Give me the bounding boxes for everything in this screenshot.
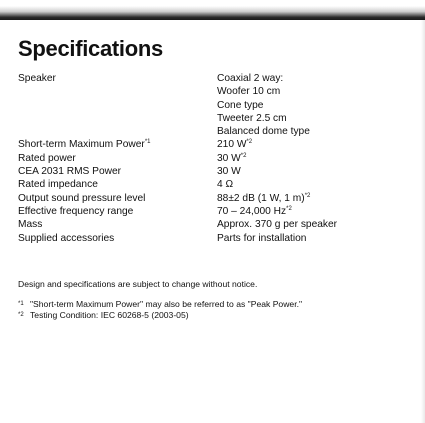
- spec-value-text: 70 – 24,000 Hz: [217, 205, 287, 217]
- spec-row-output-spl: [18, 192, 418, 205]
- spec-value-text: 30 W: [217, 152, 241, 164]
- footnote-ref: *2: [240, 152, 247, 159]
- header-rule: [0, 6, 425, 20]
- spec-value: [217, 138, 418, 151]
- spec-value-line: Woofer 10 cm: [217, 86, 281, 98]
- spec-value-line: Tweeter 2.5 cm: [217, 112, 287, 124]
- page-edge-shadow: [421, 20, 425, 423]
- footnote-text: Testing Condition: IEC 60268-5 (2003-05): [30, 310, 189, 320]
- spec-label: [18, 138, 217, 151]
- notes-section: [18, 279, 418, 321]
- footnote-text: "Short-term Maximum Power" may also be referred to as "Peak Power.": [30, 299, 303, 309]
- spec-label: Output sound pressure level: [18, 192, 146, 204]
- spec-value-line: Cone type: [217, 99, 264, 111]
- spec-row-rated-power: [18, 152, 418, 165]
- footnote-ref: *1: [144, 139, 151, 146]
- spec-value: [217, 192, 418, 205]
- spec-label-text: Short-term Maximum Power: [18, 139, 145, 151]
- spec-row-frequency-range: [18, 205, 418, 218]
- footnote-1: [18, 299, 418, 310]
- spec-label: CEA 2031 RMS Power: [18, 166, 122, 178]
- footnote-2: [18, 310, 418, 321]
- spec-value: 4 Ω: [217, 179, 234, 191]
- spec-value: [217, 72, 418, 138]
- spec-label: Supplied accessories: [18, 232, 115, 244]
- spec-row-mass: [18, 218, 418, 231]
- footnote-ref: *2: [246, 139, 253, 146]
- footnote-mark: *1: [18, 301, 24, 307]
- spec-value: 30 W: [217, 166, 241, 178]
- spec-label: Rated power: [18, 152, 76, 164]
- spec-row-rated-impedance: [18, 178, 418, 191]
- spec-value: [217, 152, 418, 165]
- spec-label: Mass: [18, 219, 43, 231]
- specifications-table: [18, 72, 418, 245]
- page-title: Specifications: [18, 36, 163, 61]
- spec-row-supplied-accessories: [18, 232, 418, 245]
- footnote-ref: *2: [304, 192, 311, 199]
- change-notice: Design and specifications are subject to change without notice.: [18, 279, 258, 289]
- spec-label: Speaker: [18, 73, 56, 84]
- spec-row-cea-rms-power: [18, 165, 418, 178]
- spec-value-line: Balanced dome type: [217, 126, 310, 138]
- spec-label: Rated impedance: [18, 179, 98, 191]
- spec-value-text: 88±2 dB (1 W, 1 m): [217, 192, 305, 204]
- spec-value: Parts for installation: [217, 232, 307, 244]
- spec-value-text: 210 W: [217, 139, 247, 151]
- spec-value-line: Coaxial 2 way:: [217, 73, 284, 84]
- spec-row-short-term-max-power: [18, 138, 418, 151]
- spec-row-speaker: [18, 72, 418, 138]
- spec-value: Approx. 370 g per speaker: [217, 219, 338, 231]
- spec-value: [217, 205, 418, 218]
- footnote-mark: *2: [18, 312, 24, 318]
- footnote-ref: *2: [286, 205, 292, 212]
- spec-label: Effective frequency range: [18, 205, 134, 217]
